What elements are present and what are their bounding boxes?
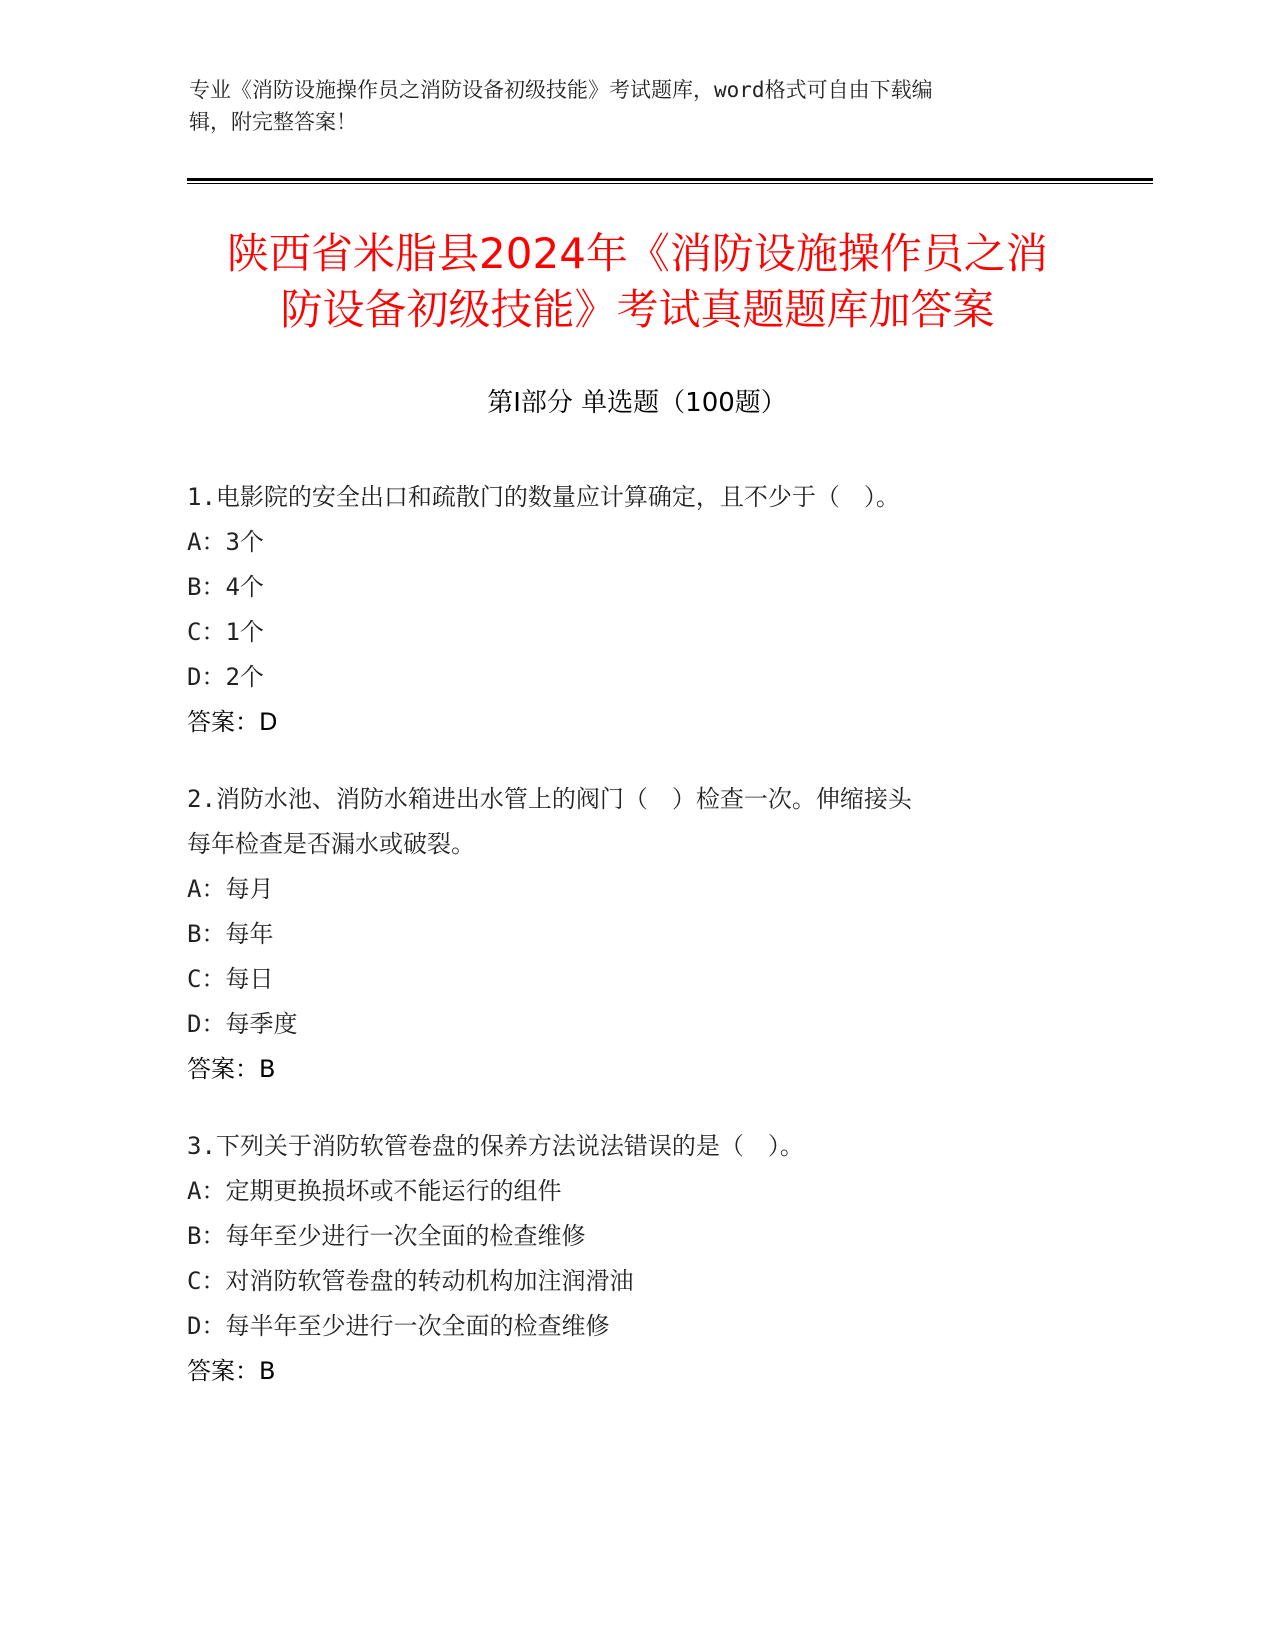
option-a: A：每月 xyxy=(187,875,274,903)
header-note-line: 专业《消防设施操作员之消防设备初级技能》考试题库，word格式可自由下载编 xyxy=(189,78,933,102)
option-d: D：每季度 xyxy=(187,1010,298,1038)
header-divider xyxy=(187,178,1153,184)
document-title-line: 防设备初级技能》考试真题题库加答案 xyxy=(280,285,995,334)
option-c: C：1个 xyxy=(187,618,264,646)
option-d: D：2个 xyxy=(187,663,264,691)
option-d: D：每半年至少进行一次全面的检查维修 xyxy=(187,1312,610,1340)
question-text: 2.消防水池、消防水箱进出水管上的阀门（ ）检查一次。伸缩接头 xyxy=(187,785,912,813)
option-b: B：每年至少进行一次全面的检查维修 xyxy=(187,1222,586,1250)
question-text: 1.电影院的安全出口和疏散门的数量应计算确定，且不少于（ ）。 xyxy=(187,483,900,511)
option-a: A：3个 xyxy=(187,528,264,556)
option-c: C：每日 xyxy=(187,965,274,993)
answer: 答案：B xyxy=(187,1055,276,1083)
document-title xyxy=(170,226,1105,338)
option-a: A：定期更换损坏或不能运行的组件 xyxy=(187,1177,562,1205)
option-b: B：每年 xyxy=(187,920,274,948)
document-title-line: 陕西省米脂县2024年《消防设施操作员之消 xyxy=(227,229,1048,278)
question-text-continued: 每年检查是否漏水或破裂。 xyxy=(187,830,475,858)
question-item xyxy=(187,777,1087,1092)
question-text: 3.下列关于消防软管卷盘的保养方法说法错误的是（ ）。 xyxy=(187,1132,804,1160)
question-item xyxy=(187,1124,1087,1394)
answer: 答案：B xyxy=(187,1357,276,1385)
option-b: B：4个 xyxy=(187,573,264,601)
question-list xyxy=(187,475,1087,1426)
header-note xyxy=(189,74,1089,138)
answer: 答案：D xyxy=(187,708,278,736)
question-item xyxy=(187,475,1087,745)
section-heading: 第Ⅰ部分 单选题（100题） xyxy=(487,388,787,418)
option-c: C：对消防软管卷盘的转动机构加注润滑油 xyxy=(187,1267,634,1295)
header-note-line: 辑，附完整答案！ xyxy=(189,110,357,134)
